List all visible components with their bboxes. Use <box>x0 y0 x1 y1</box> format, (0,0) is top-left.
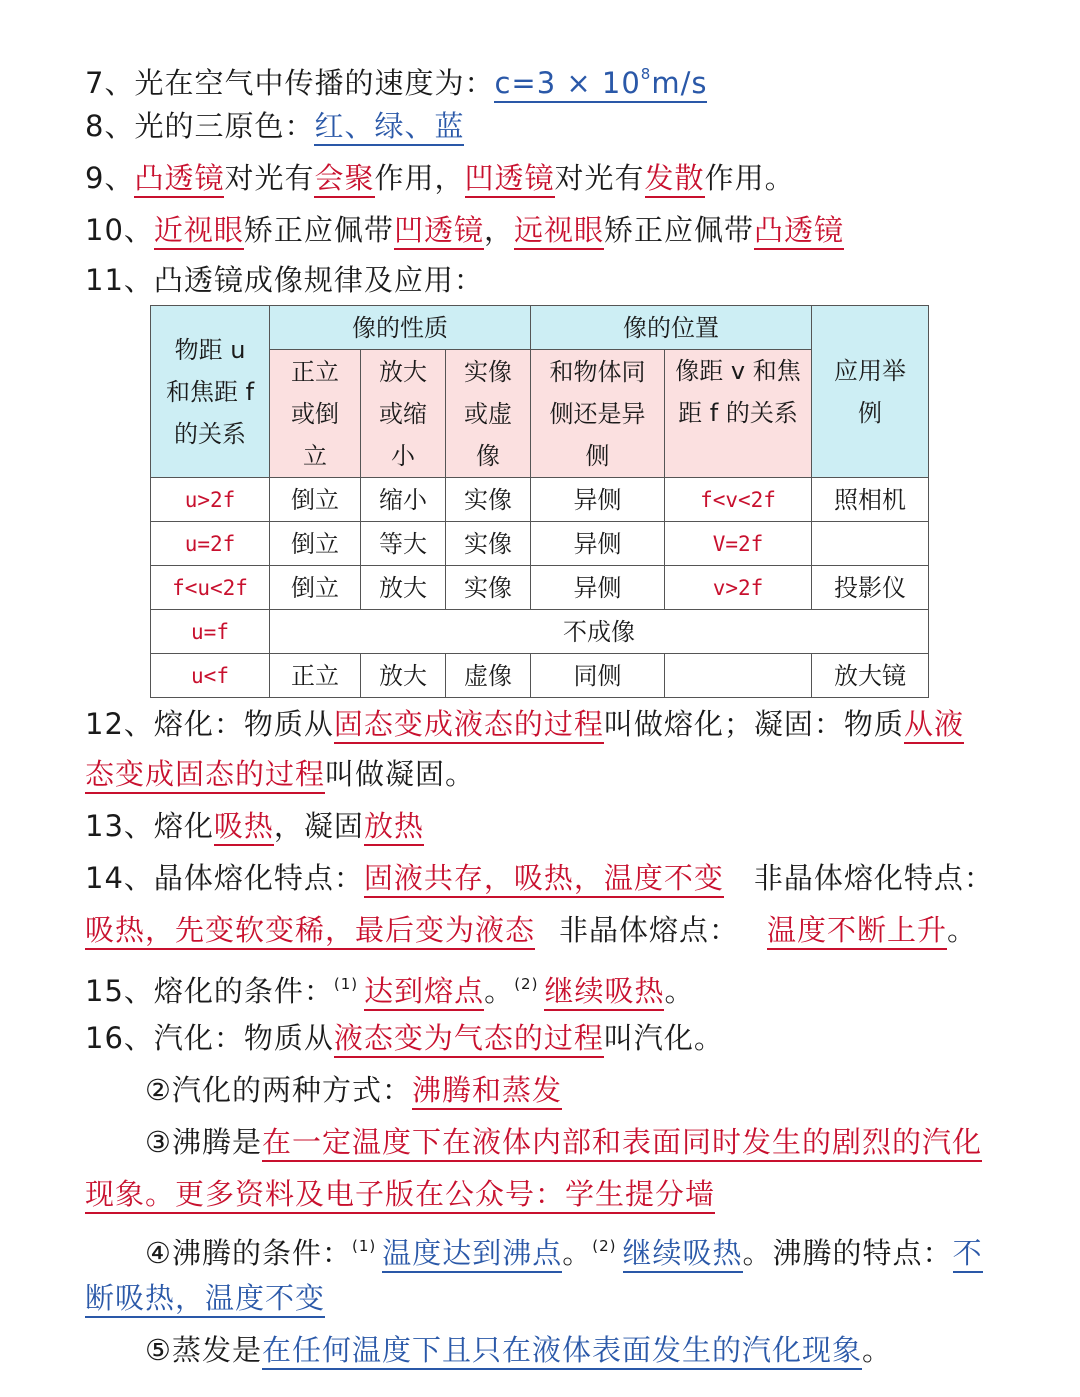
header-image-position: 像的位置 <box>531 306 812 350</box>
header-size: 放大 或缩 小 <box>361 350 446 478</box>
header-distance-relation: 物距 u 和焦距 f 的关系 <box>151 306 270 478</box>
item-16-methods: ②汽化的两种方式：沸腾和蒸发 <box>145 1068 1040 1112</box>
item-10: 10、近视眼矫正应佩带凹透镜，远视眼矫正应佩带凸透镜 <box>85 208 1040 252</box>
header-image-nature: 像的性质 <box>270 306 531 350</box>
item-7: 7、光在空气中传播的速度为：$c=3 \times 10^8m/s$ <box>85 52 1040 105</box>
header-image-distance: 像距 v 和焦 距 f 的关系 <box>665 350 812 478</box>
item-16-boiling-conditions: ④沸腾的条件：$^{(1)}$ 温度达到沸点。$^{(2)}$ 继续吸热。沸腾的特点：不 <box>145 1224 1040 1275</box>
primary-colors-answer: 红、绿、蓝 <box>314 109 464 146</box>
item-13: 13、熔化吸热，凝固放热 <box>85 804 1040 848</box>
item-12: 12、熔化：物质从固态变成液态的过程叫做熔化；凝固：物质从液 <box>85 702 1040 746</box>
header-orientation: 正立 或倒 立 <box>270 350 361 478</box>
item-15: 15、熔化的条件：$^{(1)}$ 达到熔点。$^{(2)}$ 继续吸热。 <box>85 962 1040 1013</box>
item-16-boiling-cont: 现象。更多资料及电子版在公众号：学生提分墙 <box>85 1172 1040 1216</box>
item-16-boiling: ③沸腾是在一定温度下在液体内部和表面同时发生的剧烈的汽化 <box>145 1120 1040 1164</box>
header-side: 和物体同 侧还是异 侧 <box>531 350 665 478</box>
table-row: u=f 不成像 <box>151 610 929 654</box>
item-12-cont: 态变成固态的过程叫做凝固。 <box>85 752 1040 796</box>
table-row: u<f 正立 放大 虚像 同侧 放大镜 <box>151 654 929 698</box>
item-16-evaporation: ⑤蒸发是在任何温度下且只在液体表面发生的汽化现象。 <box>145 1328 1040 1372</box>
header-application: 应用举 例 <box>812 306 929 478</box>
table-row: u=2f 倒立 等大 实像 异侧 V=2f <box>151 522 929 566</box>
item-16: 16、汽化：物质从液态变为气态的过程叫汽化。 <box>85 1016 1040 1060</box>
item-8: 8、光的三原色：红、绿、蓝 <box>85 104 1040 148</box>
table-row: f<u<2f 倒立 放大 实像 异侧 v>2f 投影仪 <box>151 566 929 610</box>
item-14: 14、晶体熔化特点：固液共存，吸热，温度不变 非晶体熔化特点： <box>85 856 1040 900</box>
header-type: 实像 或虚 像 <box>446 350 531 478</box>
table-row: u>2f 倒立 缩小 实像 异侧 f<v<2f 照相机 <box>151 478 929 522</box>
item-9: 9、凸透镜对光有会聚作用，凹透镜对光有发散作用。 <box>85 156 1040 200</box>
item-14-cont: 吸热，先变软变稀，最后变为液态 非晶体熔点： 温度不断上升。 <box>85 908 1040 952</box>
item-16-boiling-features: 断吸热，温度不变 <box>85 1276 1040 1320</box>
convex-lens-table <box>150 305 929 698</box>
light-speed-answer: $c=3 \times 10^8m/s$ <box>494 66 707 103</box>
item-11: 11、凸透镜成像规律及应用： <box>85 263 484 297</box>
